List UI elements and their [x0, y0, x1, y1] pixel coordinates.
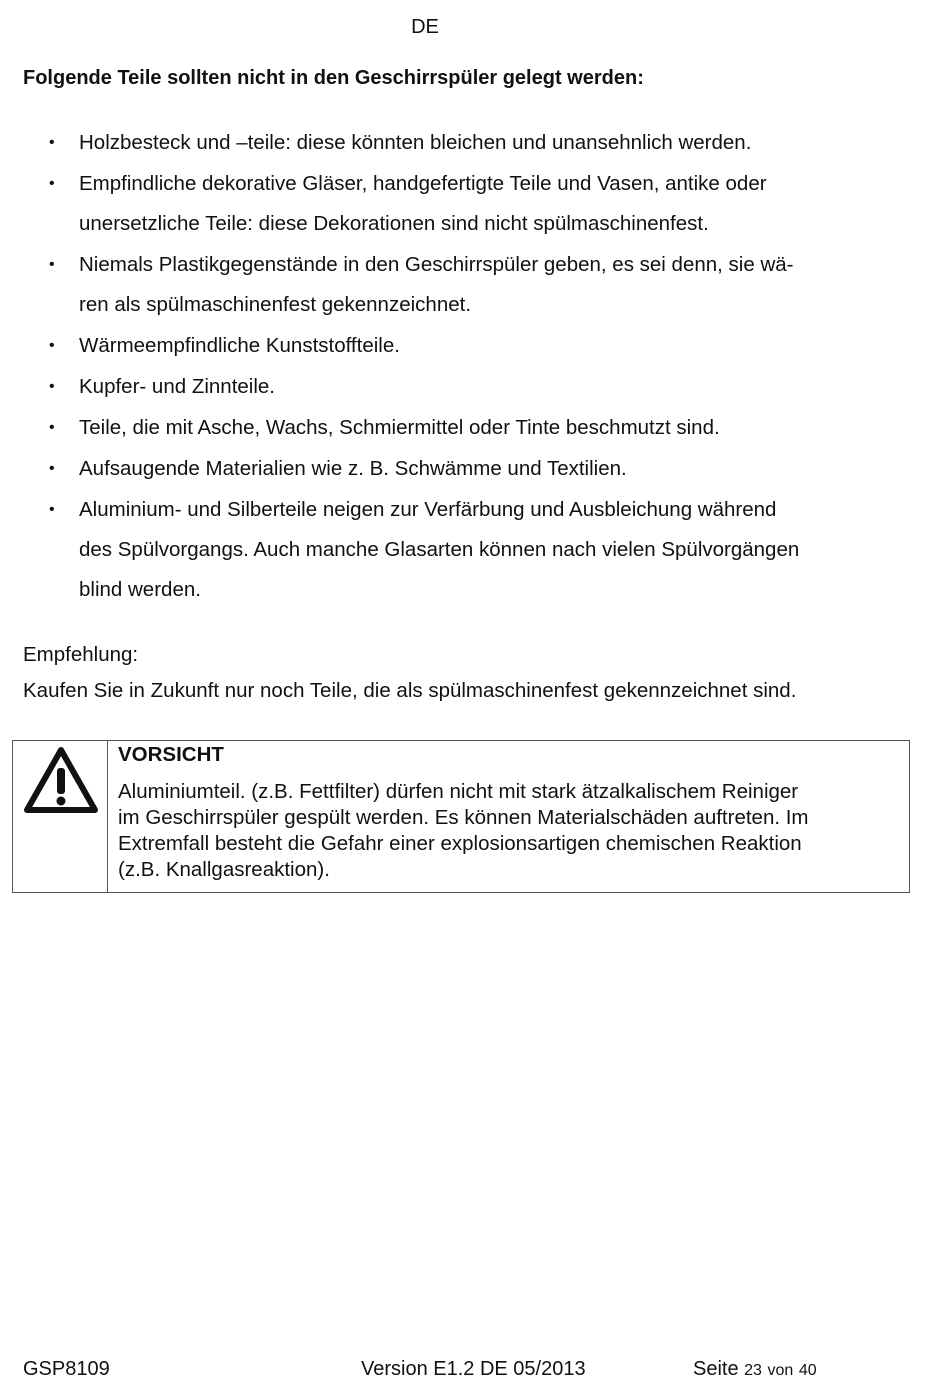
list-item-line: unersetzliche Teile: diese Dekorationen sind nicht spülmaschinenfest.	[79, 212, 709, 235]
bullet-icon: •	[49, 419, 55, 436]
caution-line: im Geschirrspüler gespült werden. Es können Materialschäden auftreten. Im	[118, 806, 809, 829]
list-item	[0, 408, 900, 448]
bullet-icon: •	[49, 175, 55, 192]
bullet-icon: •	[49, 134, 55, 151]
list-item	[0, 490, 900, 610]
bullet-icon: •	[49, 337, 55, 354]
caution-line: Aluminiumteil. (z.B. Fettfilter) dürfen nicht mit stark ätzalkalischem Reiniger	[118, 780, 799, 803]
recommendation-label: Empfehlung:	[23, 643, 139, 666]
footer-page-number: 23	[744, 1362, 762, 1379]
list-item-line: Aufsaugende Materialien wie z. B. Schwämme und Textilien.	[79, 457, 627, 480]
list-item-line: des Spülvorgangs. Auch manche Glasarten können nach vielen Spülvorgängen	[79, 538, 800, 561]
caution-line: Extremfall besteht die Gefahr einer explosionsartigen chemischen Reaktion	[118, 832, 802, 855]
list-item-line: Teile, die mit Asche, Wachs, Schmiermittel oder Tinte beschmutzt sind.	[79, 416, 720, 439]
excluded-items-list	[0, 123, 900, 611]
caution-text	[118, 779, 898, 883]
footer-page-label: Seite	[693, 1358, 739, 1380]
list-item-line: Holzbesteck und –teile: diese könnten bleichen und unansehnlich werden.	[79, 131, 752, 154]
list-item-line: Empfindliche dekorative Gläser, handgefertigte Teile und Vasen, antike oder	[79, 172, 767, 195]
warning-triangle-icon	[23, 746, 99, 814]
list-item	[0, 123, 900, 163]
footer-page-sep: von	[767, 1362, 794, 1379]
footer-version: Version E1.2 DE 05/2013	[361, 1358, 586, 1380]
caution-title: VORSICHT	[118, 743, 224, 766]
caution-line: (z.B. Knallgasreaktion).	[118, 858, 330, 881]
list-item-line: blind werden.	[79, 578, 201, 601]
footer-model: GSP8109	[23, 1358, 110, 1380]
list-item	[0, 326, 900, 366]
list-item	[0, 367, 900, 407]
section-heading: Folgende Teile sollten nicht in den Geschirrspüler gelegt werden:	[23, 67, 644, 89]
list-item-line: ren als spülmaschinenfest gekennzeichnet.	[79, 293, 472, 316]
bullet-icon: •	[49, 256, 55, 273]
caution-box	[12, 740, 910, 893]
bullet-icon: •	[49, 460, 55, 477]
list-item	[0, 164, 900, 244]
bullet-icon: •	[49, 501, 55, 518]
recommendation-text: Kaufen Sie in Zukunft nur noch Teile, die als spülmaschinenfest gekennzeichnet sind.	[23, 679, 797, 702]
list-item	[0, 245, 900, 325]
list-item	[0, 449, 900, 489]
list-item-line: Aluminium- und Silberteile neigen zur Verfärbung und Ausbleichung während	[79, 498, 777, 521]
list-item-line: Wärmeempfindliche Kunststoffteile.	[79, 334, 400, 357]
page-language-label: DE	[411, 16, 439, 38]
bullet-icon: •	[49, 378, 55, 395]
caution-icon-cell	[13, 741, 108, 892]
footer-page-info	[693, 1358, 817, 1381]
list-item-line: Kupfer- und Zinnteile.	[79, 375, 276, 398]
footer-page-total: 40	[798, 1362, 817, 1379]
list-item-line: Niemals Plastikgegenstände in den Geschirrspüler geben, es sei denn, sie wä-	[79, 253, 794, 276]
